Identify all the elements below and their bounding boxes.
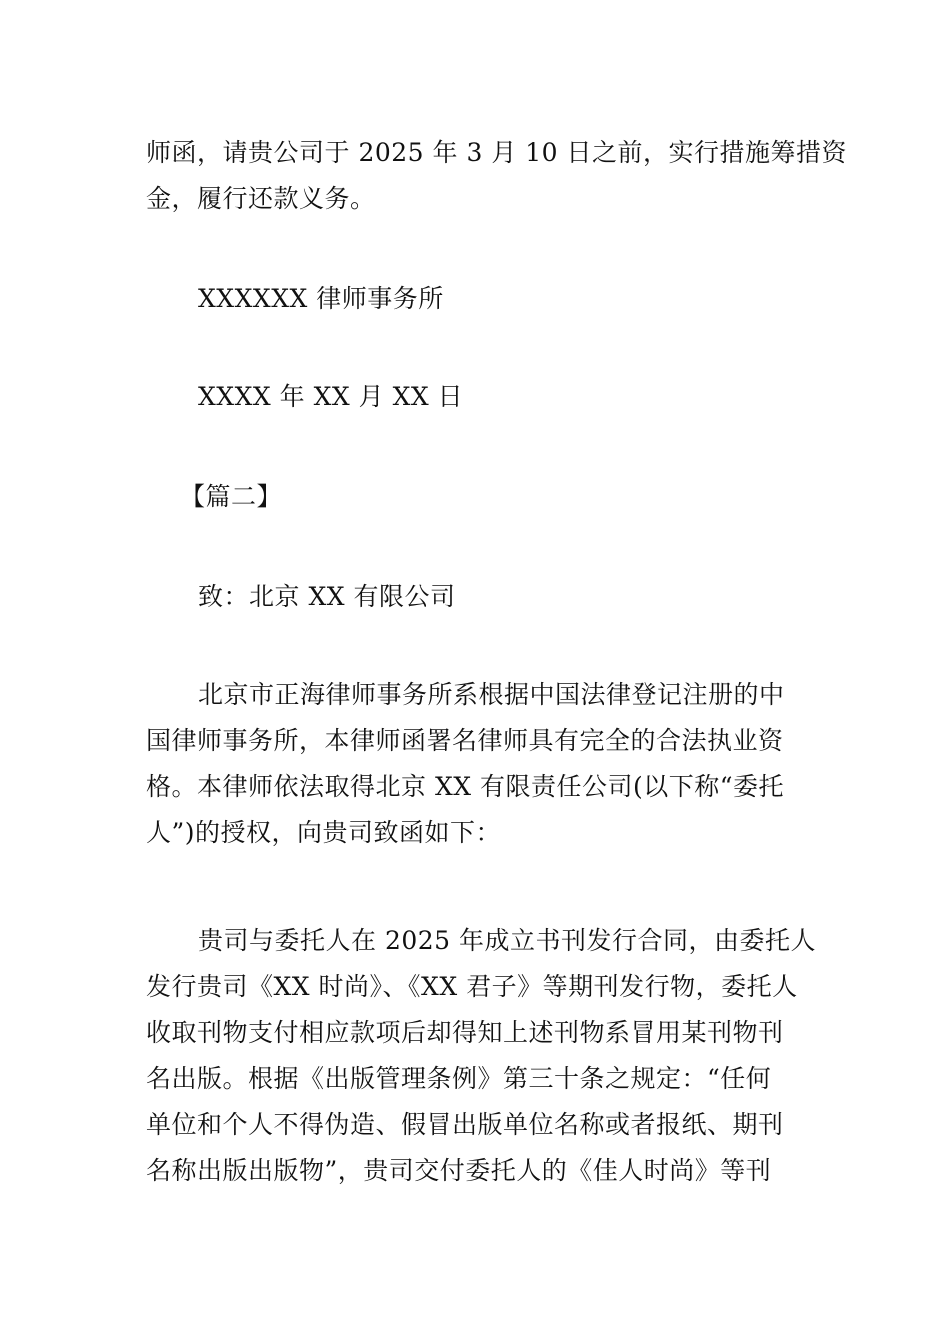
- text-line: 金，履行还款义务。: [146, 184, 376, 213]
- date-text: XXXX 年 XX 月 XX 日: [198, 382, 464, 411]
- text-line: 名出版。根据《出版管理条例》第三十条之规定：“任何: [146, 1064, 772, 1093]
- intro-paragraph: [146, 672, 806, 856]
- closing-paragraph: [146, 130, 848, 222]
- addressee-text: 致：北京 XX 有限公司: [198, 582, 456, 611]
- section-heading-text: 【篇二】: [180, 482, 283, 511]
- text-line: 格。本律师依法取得北京 XX 有限责任公司(以下称“委托: [146, 772, 785, 801]
- firm-name: XXXXXX 律师事务所: [198, 284, 444, 313]
- contract-paragraph: [146, 918, 817, 1194]
- text-line: 单位和个人不得伪造、假冒出版单位名称或者报纸、期刊: [146, 1110, 784, 1139]
- text-line: 贵司与委托人在 2025 年成立书刊发行合同，由委托人: [198, 926, 817, 955]
- signature-date: [146, 374, 858, 420]
- text-line: 国律师事务所，本律师函署名律师具有完全的合法执业资: [146, 726, 784, 755]
- law-firm-signature: [146, 276, 858, 322]
- text-line: 师函，请贵公司于 2025 年 3 月 10 日之前，实行措施筹措资: [146, 138, 848, 167]
- section-heading: [180, 474, 840, 520]
- text-line: 北京市正海律师事务所系根据中国法律登记注册的中: [198, 680, 785, 709]
- text-line: 人”)的授权，向贵司致函如下：: [146, 818, 502, 847]
- text-line: 名称出版出版物”，贵司交付委托人的《佳人时尚》等刊: [146, 1156, 772, 1185]
- addressee-line: [146, 574, 858, 620]
- text-line: 收取刊物支付相应款项后却得知上述刊物系冒用某刊物刊: [146, 1018, 784, 1047]
- text-line: 发行贵司《XX 时尚》、《XX 君子》等期刊发行物，委托人: [146, 972, 798, 1001]
